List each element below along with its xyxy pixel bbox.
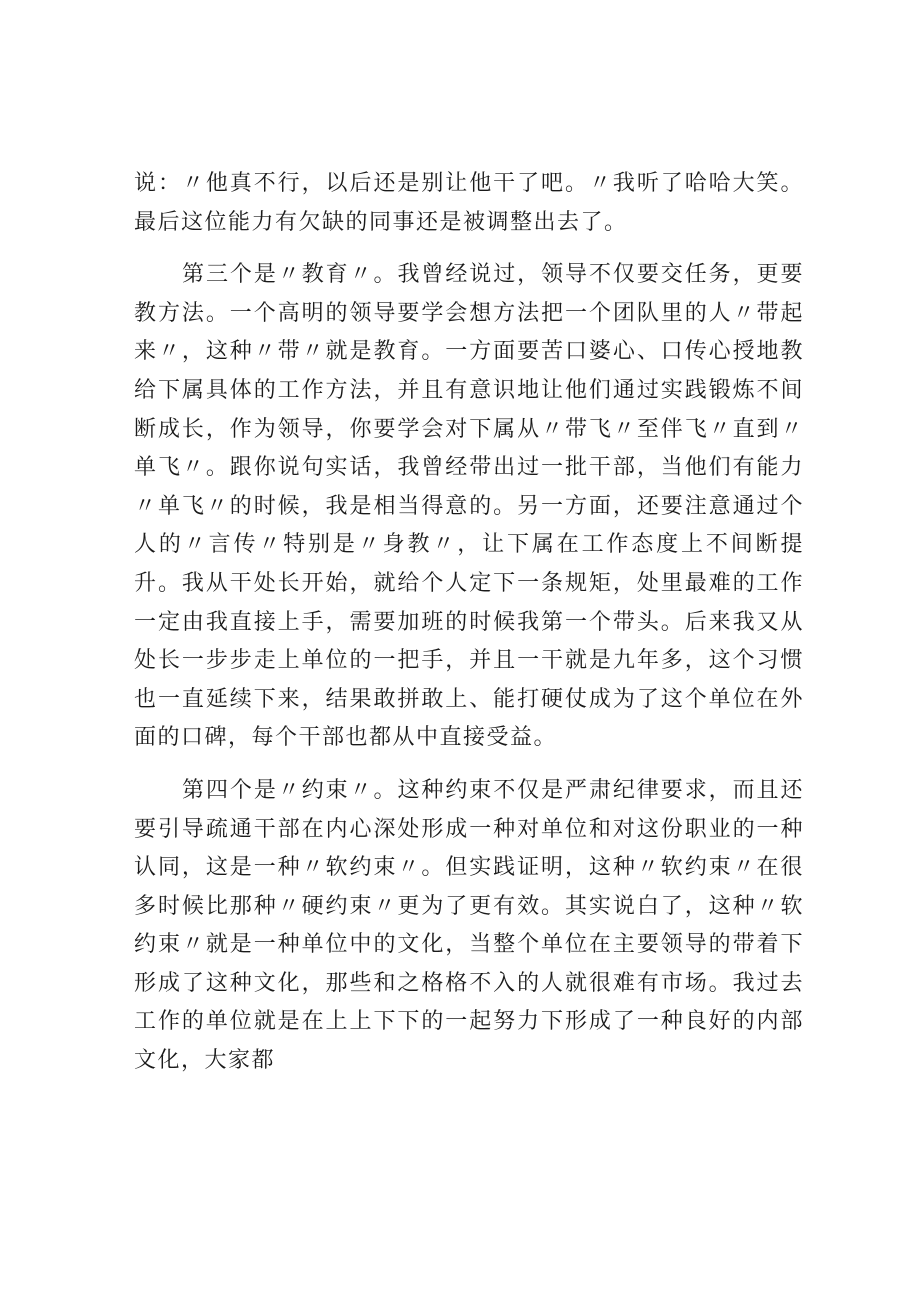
paragraph-continuation: 说：〃他真不行，以后还是别让他干了吧。〃我听了哈哈大笑。最后这位能力有欠缺的同事还是被调整出去了。: [134, 171, 804, 235]
paragraph-fourth-point-constraint: 第四个是〃约束〃。这种约束不仅是严肃纪律要求，而且还要引导疏通干部在内心深处形成一种对单位和对这份职业的一种认同，这是一种〃软约束〃。但实践证明，这种〃软约束〃在很多时候比那种〃硬约束〃更为了更有效。其实说白了，这种〃软约束〃就是一种单位中的文化，当整个单位在主要领导的带着下形成了这种文化，那些和之格格不入的人就很难有市场。我过去工作的单位就是在上上下下的一起努力下形成了一种良好的内部文化，大家都: [134, 777, 804, 1074]
document-body: [134, 165, 804, 1095]
paragraph-third-point-education: 第三个是〃教育〃。我曾经说过，领导不仅要交任务，更要教方法。一个高明的领导要学会想方法把一个团队里的人〃带起来〃，这种〃带〃就是教育。一方面要苦口婆心、口传心授地教给下属具体的工作方法，并且有意识地让他们通过实践锻炼不间断成长，作为领导，你要学会对下属从〃带飞〃至伴飞〃直到〃单飞〃。跟你说句实话，我曾经带出过一批干部，当他们有能力〃单飞〃的时候，我是相当得意的。另一方面，还要注意通过个人的〃言传〃特别是〃身教〃，让下属在工作态度上不间断提升。我从干处长开始，就给个人定下一条规矩，处里最难的工作一定由我直接上手，需要加班的时候我第一个带头。后来我又从处长一步步走上单位的一把手，并且一干就是九年多，这个习惯也一直延续下来，结果敢拼敢上、能打硬仗成为了这个单位在外面的口碑，每个干部也都从中直接受益。: [134, 262, 804, 751]
